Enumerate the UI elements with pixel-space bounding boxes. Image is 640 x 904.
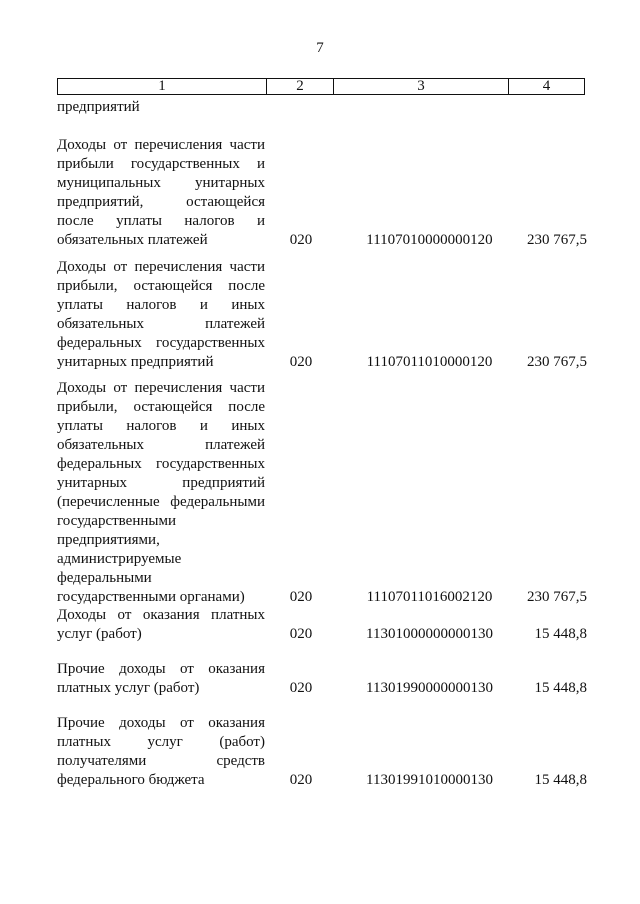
- row-kbk: 11301991010000130: [366, 772, 493, 788]
- row-name: Доходы от перечисления части прибыли, остающейся после уплаты налогов и иных обязательных платежей федеральных государственных унитарных предприятий: [57, 259, 265, 370]
- table-header: [57, 78, 585, 95]
- row-kbk: 11107011016002120: [366, 589, 493, 605]
- table-row: [57, 379, 587, 607]
- row-amount: 15 448,8: [534, 680, 587, 696]
- header-col-1: 1: [58, 79, 267, 94]
- row-amount: 230 767,5: [527, 589, 587, 605]
- row-code: 020: [289, 232, 313, 248]
- row-amount: 15 448,8: [534, 772, 587, 788]
- row-kbk: 11301000000000130: [366, 626, 493, 642]
- row-amount: 15 448,8: [534, 626, 587, 642]
- header-col-2: 2: [267, 79, 334, 94]
- row-name: Прочие доходы от оказания платных услуг (работ) получателями средств федерального бюджета: [57, 715, 265, 788]
- row-code: 020: [289, 354, 313, 370]
- row-code: 020: [289, 626, 313, 642]
- table-row: [57, 660, 587, 698]
- row-kbk: 11107011010000120: [366, 354, 493, 370]
- row-kbk: 11107010000000120: [366, 232, 493, 248]
- row-name: Прочие доходы от оказания платных услуг (работ): [57, 661, 265, 696]
- page-number: 7: [316, 40, 324, 56]
- row-kbk: 11301990000000130: [366, 680, 493, 696]
- table-row: [57, 714, 587, 790]
- table-row: [57, 136, 587, 250]
- header-col-3: 3: [334, 79, 509, 94]
- table-row: [57, 606, 587, 644]
- row-code: 020: [289, 589, 313, 605]
- row-amount: 230 767,5: [527, 354, 587, 370]
- row-name: Доходы от перечисления части прибыли, остающейся после уплаты налогов и иных обязательных платежей федеральных государственных унитарных предприятий (перечисленные федеральными государственными предприятиями, администрируемые федеральными государственными органами): [57, 380, 265, 605]
- table-row: [57, 258, 587, 372]
- header-col-4: 4: [542, 78, 551, 94]
- row-amount: 230 767,5: [527, 232, 587, 248]
- row-code: 020: [289, 680, 313, 696]
- row-code: 020: [289, 772, 313, 788]
- row-name: Доходы от перечисления части прибыли государственных и муниципальных унитарных предприятий, остающейся после уплаты налогов и обязательных платежей: [57, 137, 265, 248]
- row-name: Доходы от оказания платных услуг (работ): [57, 607, 265, 642]
- continuation-text: предприятий: [57, 99, 140, 115]
